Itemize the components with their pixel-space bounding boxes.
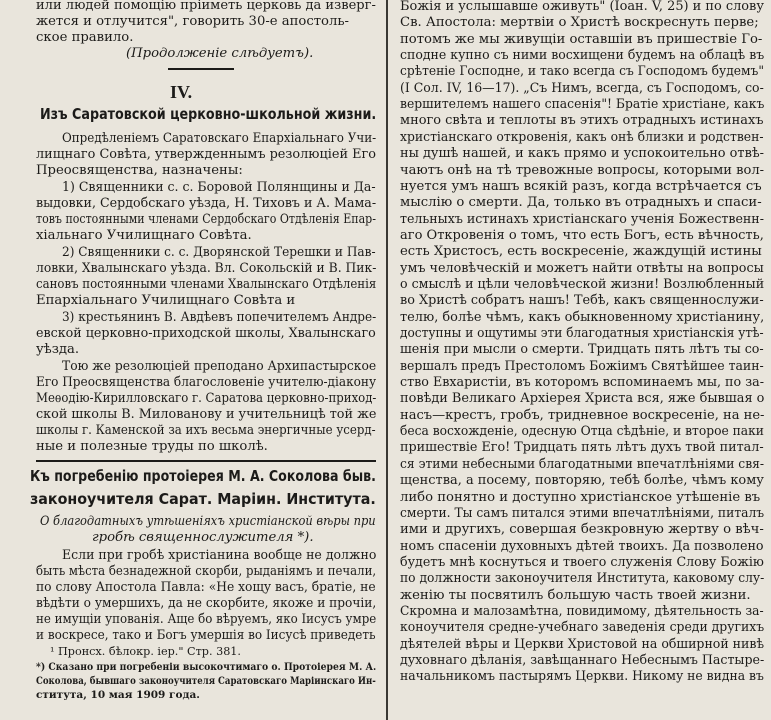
text-line: начальникомъ пастырямъ Церкви. Никому не видна въ (400, 669, 764, 685)
text-line: коноучителя средне-учебнаго заведенія среди другихъ (400, 620, 765, 636)
text-line: ское правило. (36, 30, 134, 45)
text-line: ловки, Хвалынскаго уѣзда. Вл. Сокольскій и В. Пик- (36, 261, 377, 276)
text-line: будетъ мнѣ коснуться и твоего служенія Слову Божію (400, 554, 764, 570)
text-line: тельныхъ истинахъ христіанскаго ученія Божественн- (400, 211, 764, 227)
article-title-continued: законоучителя Сарат. Маріин. Института. (30, 490, 376, 508)
section-rule (168, 68, 234, 70)
text-line: мыслію о смерти. Да, только въ отрадныхъ и спаси- (400, 195, 762, 211)
section-title: Изъ Саратовской церковно-школьной жизни. (40, 105, 377, 123)
text-line: быть мѣста безнадежной скорби, рыданіямъ и печали, (36, 564, 377, 579)
text-line: чаютъ онѣ на тѣ тревожные вопросы, которыми вол- (400, 162, 765, 178)
text-line: товъ постоянными членами Сердобскаго Отдѣленія Епар- (36, 212, 376, 227)
text-line: срѣтеніе Господне, и тако всегда съ Господомъ будемъ" (400, 64, 764, 80)
text-line: Меѳодію-Кирилловскаго г. Саратова церковно-приход- (36, 391, 377, 406)
text-line: вѣдѣти о умершихъ, да не скорбите, якоже и прочіи, (36, 596, 377, 611)
section-number: IV. (170, 82, 193, 102)
text-line: много свѣта и теплоты въ этихъ отрадныхъ истинахъ (400, 113, 764, 129)
text-line: евской церковно-приходской школы, Хвалынскаго (36, 326, 376, 341)
text-line: хіальнаго Училищнаго Совѣта. (36, 228, 252, 243)
text-line: ся этими небесными благодатными впечатлѣніями свя- (400, 456, 765, 472)
text-line: Его Преосвященства благословеніе учителю-діакону (36, 375, 377, 390)
text-line: Божія и услышавше оживуть" (Іоан. V, 25) и по слову (400, 0, 764, 14)
text-line: 1) Священники с. с. Боровой Полянщины и Да- (62, 180, 376, 195)
text-line: или людей помощію пріиметь церковь да изверг- (36, 0, 376, 13)
text-line: ные и полезные труды по школѣ. (36, 439, 268, 454)
text-line: номъ спасеніи духовныхъ дѣтей твоихъ. Да позволено (400, 538, 764, 554)
footnote: Соколова, бывшаго законоучителя Саратовскаго Маріинскаго Ин- (36, 675, 376, 687)
article-rule (36, 460, 376, 462)
text-line: Опредѣленіемъ Саратовскаго Епархіальнаго Учи- (62, 131, 377, 146)
text-line: женію ты посвятилъ большую часть твоей жизни. (400, 587, 751, 603)
text-line: Тою же резолюціей преподано Архипастырское (62, 359, 377, 374)
text-line: Скромна и малозамѣтна, повидимому, дѣятельность за- (400, 603, 764, 619)
text-line: Св. Апостола: мертвіи о Христѣ воскреснуть перве; (400, 15, 759, 31)
text-line: во Христѣ собратъ нашъ! Тебѣ, какъ священнослужи- (400, 293, 764, 309)
continued-note: (Продолженіе слѣдуетъ). (126, 46, 314, 61)
text-line: насъ—крестъ, гробъ, тридневное воскресеніе, на не- (400, 407, 765, 423)
text-line: и воскресе, тако и Богъ умершія во Іисусѣ приведеть (36, 628, 376, 643)
text-line: жется и отлучится", говорить 30-е апостоль- (36, 14, 350, 29)
text-line: ской школы В. Милованову и учительницѣ той же (36, 407, 377, 422)
text-line: повѣди Великаго Архіерея Христа вся, яже бывшая о (400, 391, 765, 407)
text-line: вершителемъ нашего спасенія"! Братіе христіане, какъ (400, 97, 765, 113)
text-line: ими и другихъ, совершая безкровную жертву о вѣч- (400, 522, 764, 538)
text-line: доступны и ощутимы эти благодатныя христіанскія утѣ- (400, 326, 764, 341)
text-line: потомъ же мы живущіи оставшіи въ пришествіе Го- (400, 31, 763, 47)
text-line: дѣятелей вѣры и Церкви Христовой на обширной нивѣ (400, 636, 765, 652)
text-line: ство Евхаристіи, въ которомъ вспоминаемъ мы, по за- (400, 375, 764, 391)
article-subtitle: гробѣ священнослужителя *). (92, 530, 314, 545)
text-line: не имущіи упованія. Аще бо вѣруемъ, яко Іисусъ умре (36, 612, 377, 627)
text-line: (І Сол. IV, 16—17). „Съ Нимъ, всегда, съ Господомъ, со- (400, 80, 764, 96)
text-line: христіанскаго откровенія, какъ онѣ близки и родствен- (400, 129, 764, 145)
text-line: Преосвященства, назначены: (36, 163, 243, 178)
text-line: 2) Священники с. с. Дворянской Терешки и Пав- (62, 245, 376, 260)
text-line: духовнаго дѣланія, завѣщаннаго Небеснымъ Пастыре- (400, 653, 765, 668)
text-line: аго Откровенія о томъ, что есть Богъ, есть вѣчность, (400, 227, 764, 243)
text-line: о смыслѣ и цѣли человѣческой жизни! Возлюбленный (400, 276, 765, 292)
text-line: Епархіальнаго Училищнаго Совѣта и (36, 293, 296, 308)
text-line: Если при гробѣ христіанина вообще не должно (62, 548, 377, 563)
text-line: школы г. Каменской за ихъ весьма энергичные усерд- (36, 423, 376, 438)
text-line: по должности законоучителя Института, каковому слу- (400, 571, 765, 587)
text-line: лищнаго Совѣта, утвержденнымъ резолюціей Его (36, 147, 376, 162)
text-line: вершалъ предъ Престоломъ Божіимъ Святѣйшее таин- (400, 358, 764, 374)
text-line: смерти. Ты самъ питался этими впечатлѣніями, питалъ (400, 505, 765, 521)
text-line: есть Христосъ, есть воскресеніе, жаждущій истины (400, 244, 762, 260)
text-line: беса восхожденіе, одесную Отца сѣдѣніе, и второе паки (400, 424, 764, 440)
article-subtitle: О благодатныхъ утѣшеніяхъ христіанской вѣры при (40, 514, 376, 529)
article-title: Къ погребенію протоіерея М. А. Соколова быв. (30, 467, 376, 485)
text-line: умъ человѣческій и можетъ найти отвѣты на вопросы (400, 260, 764, 276)
column-divider (386, 0, 388, 720)
text-line: либо понятно и доступно христіанское утѣшеніе въ (400, 489, 761, 505)
footnote: *) Сказано при погребеніи высокочтимаго о. Протоіерея М. А. (36, 661, 377, 673)
footnote: ститута, 10 мая 1909 года. (36, 689, 200, 701)
text-line: щенства, а посему, повторяю, тебѣ болѣе, чѣмъ кому (400, 473, 764, 489)
text-line: по слову Апостола Павла: «Не хощу васъ, братіе, не (36, 580, 376, 595)
text-line: ны душѣ нашей, и какъ прямо и успокоительно отвѣ- (400, 146, 764, 162)
text-line: 3) крестьянинъ В. Авдѣевъ попечителемъ Андре- (62, 310, 377, 325)
text-line: сановъ постоянными членами Хвалынскаго Отдѣленія (36, 277, 377, 292)
text-line: телю, болѣе чѣмъ, какъ обыкновенному христіанину, (400, 309, 765, 325)
text-line: выдовки, Сердобскаго уѣзда, Н. Тиховъ и А. Мама- (36, 196, 377, 211)
text-line: шенія при мысли о смерти. Тридцать пять лѣтъ ты со- (400, 342, 764, 358)
footnote: ¹ Пронсх. бѣлокр. іер." Стр. 381. (50, 645, 241, 658)
text-line: пришествіе Его! Тридцать пять лѣтъ духъ твой питал- (400, 440, 764, 456)
text-line: сподне купно съ ними восхищени будемъ на облацѣ въ (400, 48, 765, 64)
text-line: уѣзда. (36, 342, 80, 357)
text-line: нуется умъ нашъ всякій разъ, когда встрѣчается съ (400, 178, 762, 194)
